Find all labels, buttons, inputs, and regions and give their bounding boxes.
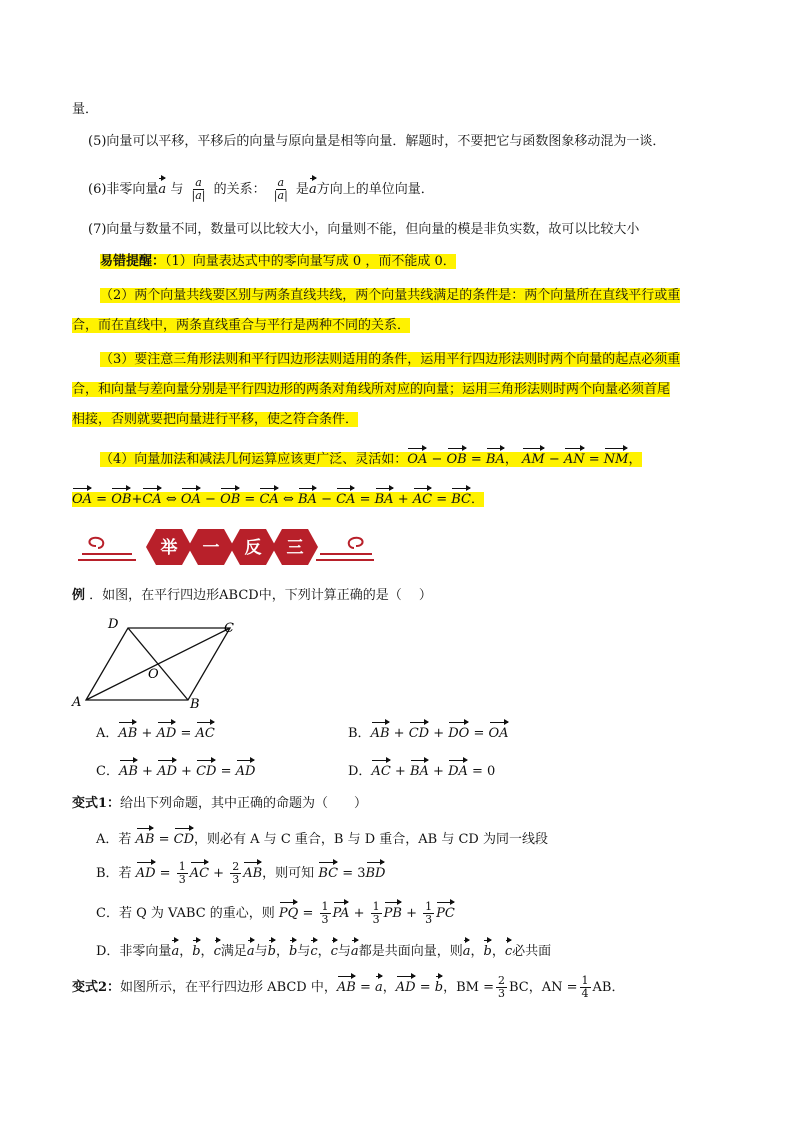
v1-d-text: 满足 (220, 944, 247, 959)
tip-4-formula: OA = OB+CA ⇔ OA − OB = CA ⇔ BA − CA = BA + AC = BC． (72, 486, 484, 510)
vec-a: a (158, 176, 166, 200)
v1-b-text: ，则可知 (262, 866, 315, 881)
example-choice-c[interactable]: C．AB + AD + CD = AD (96, 758, 255, 782)
tip-2b-text: 合，而在直线中，两条直线重合与平行是两种不同的关系． (72, 318, 411, 333)
section-banner (76, 520, 376, 574)
tip-1-text: （1）向量表达式中的零向量写成 0 ，而不能成 0． (165, 254, 456, 269)
variant-2-text-2: ，BM = (443, 980, 494, 995)
parallelogram-figure (70, 612, 250, 712)
tip-3b (72, 380, 670, 400)
variant-1-label: 变式1： (72, 796, 121, 811)
variant-1-choice-c[interactable]: C．若 Q 为 VABC 的重心，则 PQ = $\frac{1}{3}$ PA + $\frac{1}{3}$ PB + $\frac{1}{3}$ PC (96, 900, 455, 926)
v1-d-text-3: 必共面 (512, 944, 552, 959)
tip-4-end: ， (628, 452, 642, 467)
label-c: C (224, 621, 234, 636)
example-text: ．如图，在平行四边形ABCD中，下列计算正确的是（ ） (89, 588, 432, 603)
banner-right-swirl (316, 538, 374, 560)
v1-c-label: C．若 Q 为 VABC 的重心，则 (96, 906, 275, 921)
label-a: A (72, 695, 82, 710)
point-6-b: 与 (170, 182, 184, 197)
variant-2-question: 变式2：如图所示，在平行四边形 ABCD 中，AB = a，AD = b，BM = $\frac{2}{3}$ BC，AN = $\frac{1}{4}$ AB． (72, 974, 625, 1000)
tip-2b (72, 316, 410, 336)
banner-char-4: 三 (286, 538, 304, 558)
choice-d-label: D． (348, 764, 372, 779)
point-6-d: 是 (295, 182, 309, 197)
point-6 (88, 176, 434, 202)
unit-fraction: $\frac{a}{|a|}$ (191, 176, 206, 202)
tip-3b-text: 合，和向量与差向量分别是平行四边形的两条对角线所对应的向量；运用三角形法则时两个向量必须首尾 (72, 382, 671, 397)
example-choice-b[interactable]: B．AB + CD + DO = OA (348, 720, 509, 744)
choice-a-label: A． (96, 726, 119, 741)
banner-char-3: 反 (244, 538, 262, 558)
v1-b-label: B．若 (96, 866, 132, 881)
v1-a-text: ，则必有 A 与 C 重合，B 与 D 重合，AB 与 CD 为同一线段 (194, 832, 548, 847)
vec-a-2: a (309, 176, 317, 200)
variant-1-choice-b[interactable]: B．若 AD = $\frac{1}{3}$ AC + $\frac{2}{3}$ AB，则可知 BC = 3BD (96, 860, 386, 886)
variant-1-question (72, 794, 367, 814)
example-question (72, 586, 432, 606)
variant-1-choice-d[interactable]: D．非零向量a，b，c满足a与b，b与c，c与a都是共面向量，则a，b，c必共面 (96, 938, 551, 962)
point-6-a: (6)非零向量 (88, 182, 159, 197)
tip-4-text: （4）向量加法和减法几何运算应该更广泛、灵活如： (100, 452, 408, 467)
tip-title: 易错提醒： (100, 254, 166, 269)
v1-d-text-2: 都是共面向量，则 (358, 944, 463, 959)
tip-3a-text: （3）要注意三角形法则和平行四边形法则适用的条件，运用平行四边形法则时两个向量的起点必须重 (100, 352, 681, 367)
variant-1-choice-a[interactable]: A．若 AB = CD，则必有 A 与 C 重合，B 与 D 重合，AB 与 CD 为同一线段 (96, 826, 548, 850)
point-7: (7)向量与数量不同，数量可以比较大小，向量则不能，但向量的模是非负实数，故可以比较大小 (88, 222, 640, 237)
banner-char-1: 举 (160, 538, 178, 558)
label-o: O (148, 667, 159, 682)
variant-2-text-1: 如图所示，在平行四边形 ABCD 中， (120, 980, 337, 995)
tip-3a (100, 350, 680, 370)
variant-1-text: 给出下列命题，其中正确的命题为（ ） (120, 796, 368, 811)
diagonal-bd (128, 628, 188, 700)
v1-a-label: A．若 (96, 832, 132, 847)
variant-2-text-3: BC，AN = (508, 980, 578, 995)
example-choice-a[interactable]: A．AB + AD = AC (96, 720, 215, 744)
v1-d-label: D．非零向量 (96, 944, 172, 959)
tip-1 (100, 252, 456, 272)
tip-3c (72, 410, 358, 430)
point-6-c: 的关系： (213, 182, 266, 197)
banner-left-swirl (78, 538, 136, 560)
point-5: (5)向量可以平移，平移后的向量与原向量是相等向量．解题时，不要把它与函数图象移动混为一谈． (88, 134, 666, 149)
choice-c-label: C． (96, 764, 119, 779)
continued-text: 量． (72, 102, 99, 117)
example-choice-d[interactable]: D．AC + BA + DA = 0 (348, 758, 495, 782)
tip-2a (100, 286, 680, 306)
tip-2a-text: （2）两个向量共线要区别与两条直线共线，两个向量共线满足的条件是：两个向量所在直线平行或重 (100, 288, 681, 303)
variant-2-text-4: AB． (592, 980, 625, 995)
tip-4: （4）向量加法和减法几何运算应该更广泛、灵活如：OA − OB = BA， AM − AN = NM， (100, 446, 642, 470)
choice-b-label: B． (348, 726, 371, 741)
point-6-e: 方向上的单位向量． (316, 182, 434, 197)
tip-3c-text: 相接，否则就要把向量进行平移，使之符合条件． (72, 412, 359, 427)
banner-char-2: 一 (202, 538, 220, 558)
label-b: B (190, 697, 200, 712)
label-d: D (108, 617, 119, 632)
unit-fraction-2: $\frac{a}{|a|}$ (273, 176, 288, 202)
variant-2-label: 变式2： (72, 980, 121, 995)
example-label: 例 (72, 588, 86, 603)
